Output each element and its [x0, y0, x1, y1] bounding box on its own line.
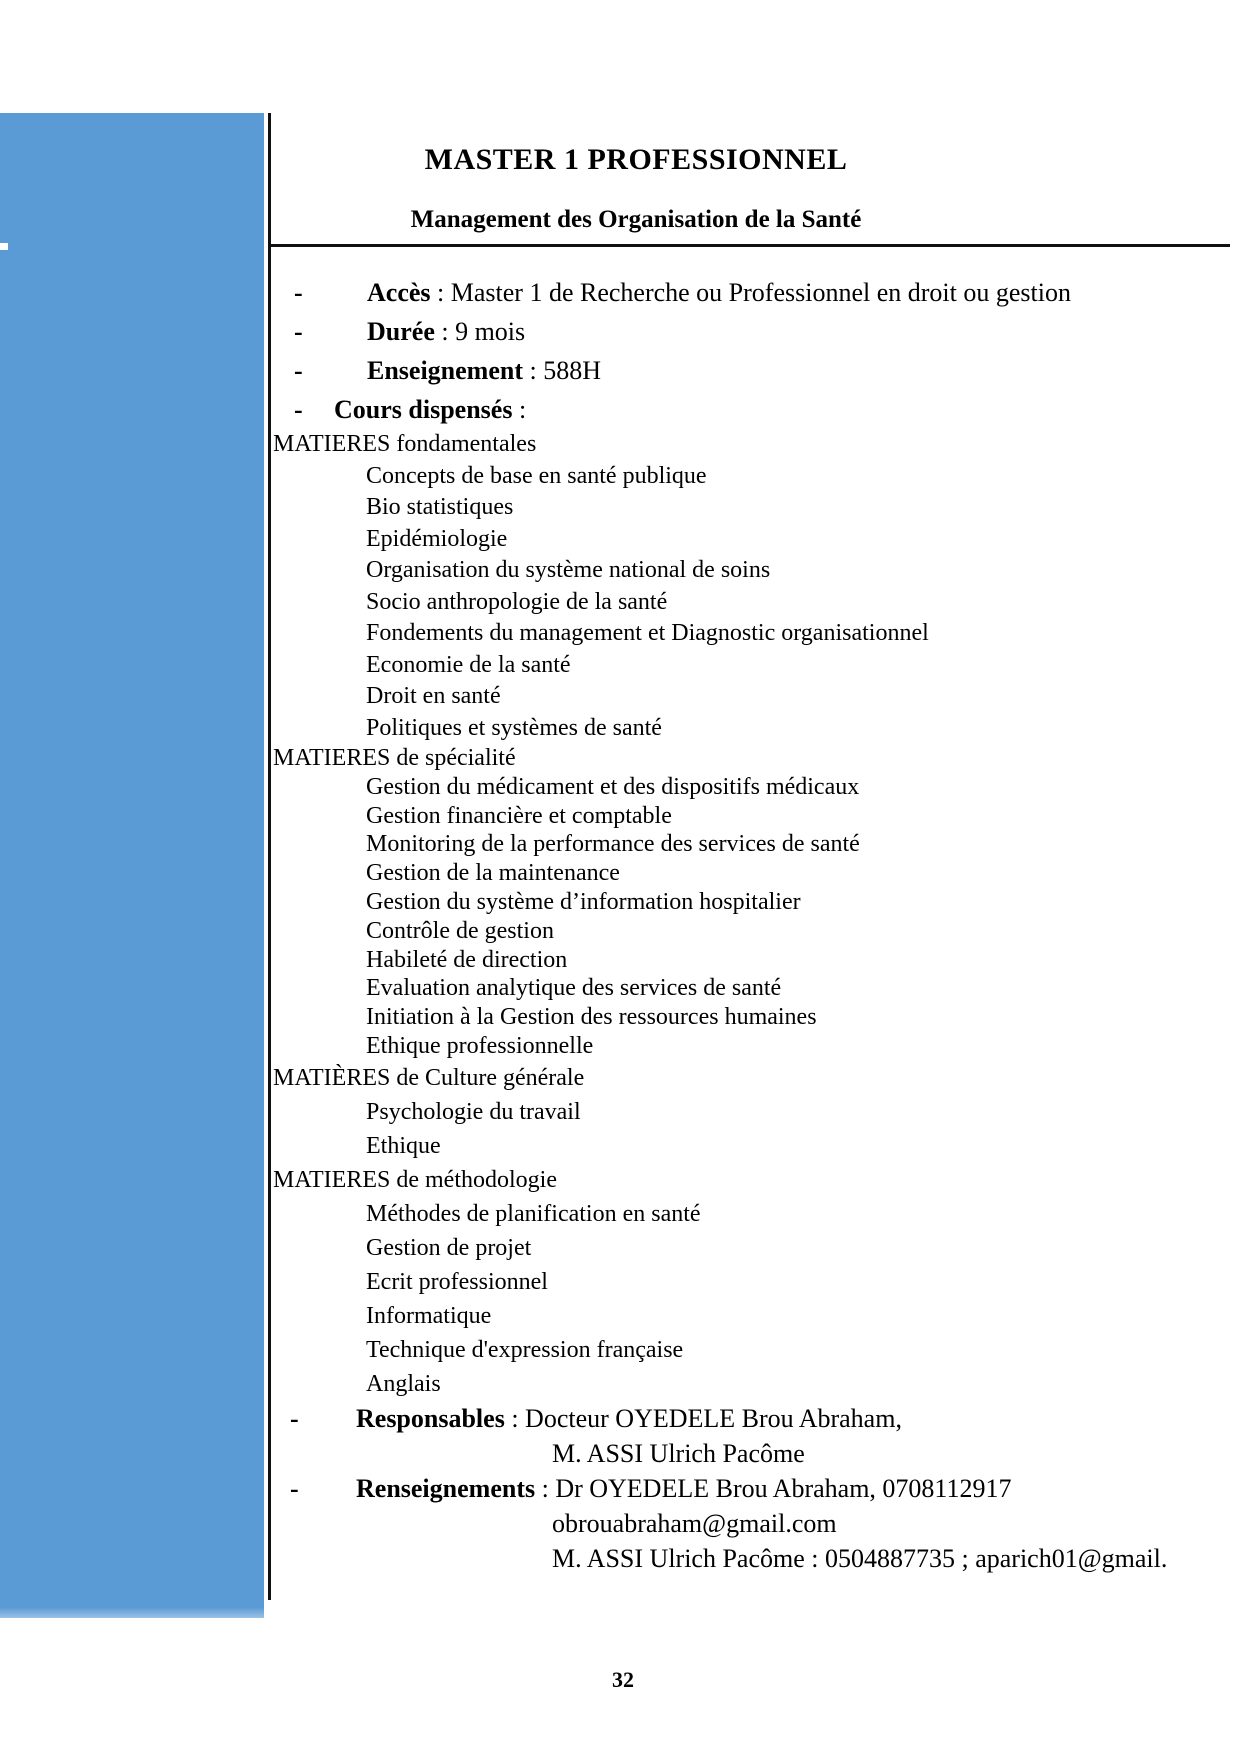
course-item: Habileté de direction: [366, 946, 568, 973]
course-item: Gestion financière et comptable: [366, 802, 672, 829]
contact-value: : Docteur OYEDELE Brou Abraham,: [504, 1403, 902, 1433]
bullet-item-acces: [268, 273, 1238, 312]
dash-bullet-icon: -: [290, 1473, 299, 1503]
content-column: [268, 273, 1238, 1576]
course-item: Droit en santé: [366, 683, 501, 709]
bullet-value: : Master 1 de Recherche ou Professionnel en droit ou gestion: [430, 278, 1071, 307]
course-item: Economie de la santé: [366, 651, 571, 678]
contact-value: : Dr OYEDELE Brou Abraham, 0708112917: [535, 1473, 1012, 1503]
section-matieres-specialite: [268, 744, 1238, 1061]
bullet-item-enseignement: [268, 351, 1238, 390]
program-info-list: [268, 273, 1238, 429]
bullet-text: [367, 312, 525, 351]
dash-bullet-icon: -: [294, 356, 303, 385]
bullet-item-duree: [268, 312, 1238, 351]
header-divider-line: [268, 244, 1230, 247]
course-item: Bio statistiques: [366, 494, 514, 520]
bullet-label: Enseignement: [367, 356, 523, 385]
section-heading: MATIERES fondamentales: [273, 431, 537, 457]
bullet-value: : 588H: [523, 356, 601, 385]
course-item: Gestion de la maintenance: [366, 860, 620, 887]
contact-continuation: M. ASSI Ulrich Pacôme: [552, 1438, 805, 1468]
program-subtitle: Management des Organisation de la Santé: [410, 206, 862, 233]
course-item: Ethique: [366, 1132, 441, 1159]
course-item: Informatique: [366, 1302, 492, 1329]
course-item: Ethique professionnelle: [366, 1032, 594, 1059]
program-title: MASTER 1 PROFESSIONNEL: [424, 143, 848, 176]
contacts-block: [268, 1401, 1238, 1576]
bullet-text: [367, 351, 601, 390]
course-item: Méthodes de planification en santé: [366, 1200, 701, 1227]
dash-bullet-icon: -: [294, 278, 303, 307]
course-item: Gestion du système d’information hospitalier: [366, 888, 801, 915]
course-item: Monitoring de la performance des services de santé: [366, 831, 860, 858]
section-matieres-methodologie: [268, 1163, 1238, 1401]
course-item: Organisation du système national de soins: [366, 557, 771, 583]
bullet-value: :: [512, 395, 527, 424]
course-item: Technique d'expression française: [366, 1336, 684, 1363]
course-item: Fondements du management et Diagnostic organisationnel: [366, 620, 929, 646]
course-item: Initiation à la Gestion des ressources humaines: [366, 1004, 817, 1031]
sidebar-notch: [0, 243, 8, 250]
section-heading: MATIERES de spécialité: [273, 745, 516, 771]
contact-text: [356, 1471, 1011, 1506]
contact-email: obrouabraham@gmail.com: [552, 1508, 837, 1538]
course-item: Ecrit professionnel: [366, 1268, 548, 1295]
course-item: Evaluation analytique des services de santé: [366, 975, 782, 1002]
section-matieres-fondamentales: [268, 429, 1238, 744]
course-item: Politiques et systèmes de santé: [366, 714, 662, 741]
contact-line-responsables: [268, 1401, 1238, 1436]
dash-bullet-icon: -: [294, 317, 303, 346]
course-item: Anglais: [366, 1370, 441, 1397]
course-item: Gestion de projet: [366, 1234, 532, 1261]
course-item: Concepts de base en santé publique: [366, 462, 707, 489]
bullet-label: Accès: [367, 278, 431, 307]
bullet-label: Durée: [367, 317, 435, 346]
course-item: Epidémiologie: [366, 525, 508, 552]
sidebar-accent-bar: [0, 113, 264, 1618]
section-heading: MATIERES de méthodologie: [273, 1166, 557, 1193]
bullet-text: [334, 390, 526, 429]
contact-label: Renseignements: [356, 1473, 536, 1503]
bullet-label: Cours dispensés: [334, 395, 513, 424]
page-number: 32: [612, 1667, 634, 1692]
course-item: Socio anthropologie de la santé: [366, 588, 668, 615]
section-matieres-culture-generale: [268, 1061, 1238, 1163]
contact-label: Responsables: [356, 1403, 505, 1433]
section-heading: MATIÈRES de Culture générale: [273, 1064, 585, 1091]
course-item: Contrôle de gestion: [366, 917, 554, 944]
contact-text: [356, 1401, 902, 1436]
contact-phone-email: M. ASSI Ulrich Pacôme : 0504887735 ; aparich01@gmail.: [552, 1543, 1168, 1573]
dash-bullet-icon: -: [294, 395, 303, 424]
bullet-text: [367, 273, 1071, 312]
contact-line-renseignements: [268, 1471, 1238, 1506]
bullet-value: : 9 mois: [434, 317, 526, 346]
bullet-item-cours-dispenses: [268, 390, 1238, 429]
course-item: Psychologie du travail: [366, 1098, 581, 1125]
dash-bullet-icon: -: [290, 1403, 299, 1433]
course-item: Gestion du médicament et des dispositifs médicaux: [366, 773, 860, 800]
